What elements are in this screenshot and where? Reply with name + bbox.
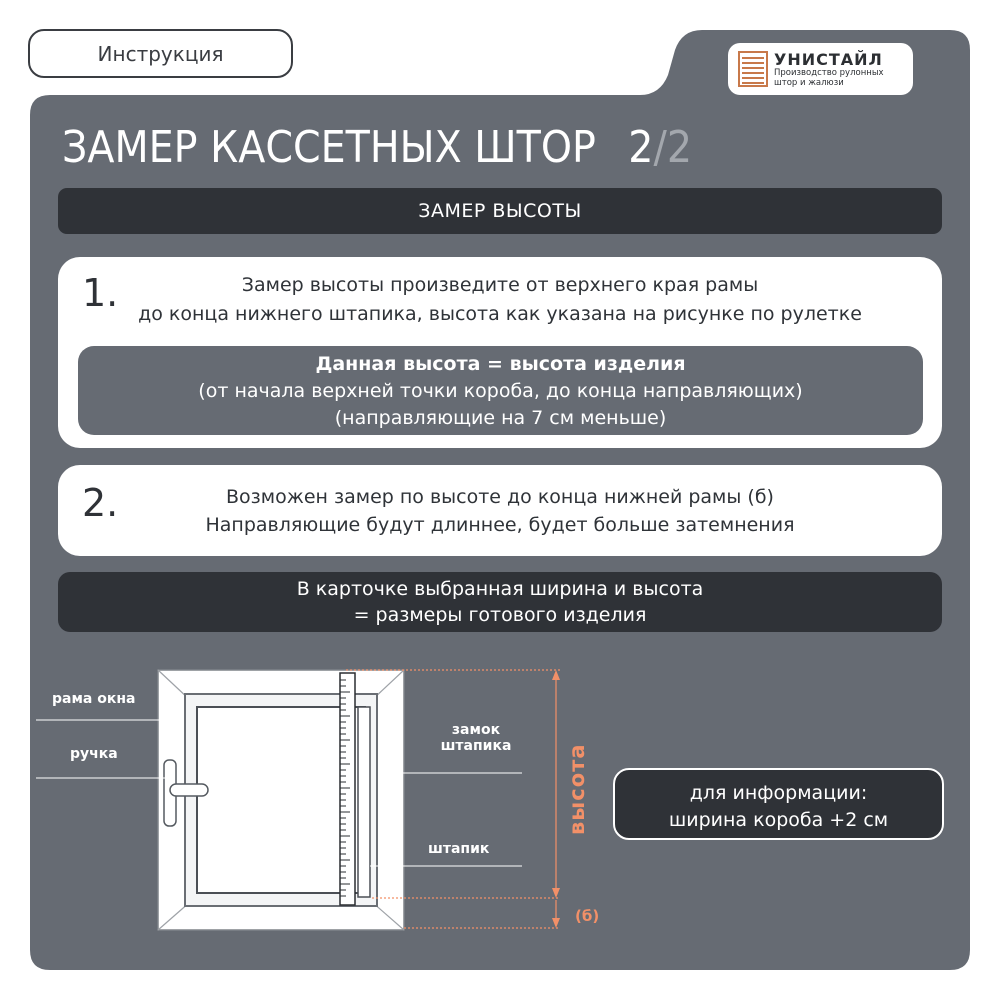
step-2-line-2: Направляющие будут длиннее, будет больше затемнения — [205, 514, 795, 536]
page-number: 2 — [628, 122, 654, 173]
summary-line-2: = размеры готового изделия — [353, 604, 647, 626]
step-1-note-line-3: (направляющие на 7 см меньше) — [334, 407, 667, 429]
summary-line-1: В карточке выбранная ширина и высота — [296, 578, 704, 600]
info-line-1: для информации: — [689, 782, 868, 804]
step-1-number: 1. — [82, 271, 119, 315]
step-2-number: 2. — [82, 481, 119, 525]
page-slash: / — [653, 122, 667, 173]
label-window-frame: рама окна — [52, 691, 136, 707]
brand-name: УНИСТАЙЛ — [774, 49, 883, 69]
label-bead-lock-1: замок — [451, 722, 501, 738]
info-line-2: ширина короба +2 см — [668, 809, 889, 831]
label-glazing-bead: штапик — [428, 841, 490, 857]
step-1-note-bold: Данная высота = высота изделия — [315, 353, 686, 375]
brand-tagline-2: штор и жалюзи — [774, 77, 844, 88]
page-title-text: ЗАМЕР КАССЕТНЫХ ШТОР — [62, 122, 596, 173]
step-1-line-1: Замер высоты произведите от верхнего края рамы — [241, 274, 759, 296]
step-2-line-1: Возможен замер по высоте до конца нижней рамы (б) — [226, 486, 774, 508]
step-1-note-line-2: (от начала верхней точки короба, до конца направляющих) — [198, 380, 803, 402]
label-handle: ручка — [70, 746, 118, 762]
info-box — [613, 768, 944, 840]
label-bead-lock — [424, 722, 528, 754]
instruction-tag-label: Инструкция — [97, 41, 224, 66]
brand-tagline-1: Производство рулонных — [774, 67, 884, 78]
label-b: (б) — [575, 907, 600, 925]
section-header-label: ЗАМЕР ВЫСОТЫ — [418, 200, 582, 222]
step-1-line-2: до конца нижнего штапика, высота как указана на рисунке по рулетке — [138, 303, 862, 325]
label-bead-lock-2: штапика — [440, 738, 512, 754]
label-height: высота — [565, 743, 589, 835]
page-total: 2 — [666, 122, 693, 173]
